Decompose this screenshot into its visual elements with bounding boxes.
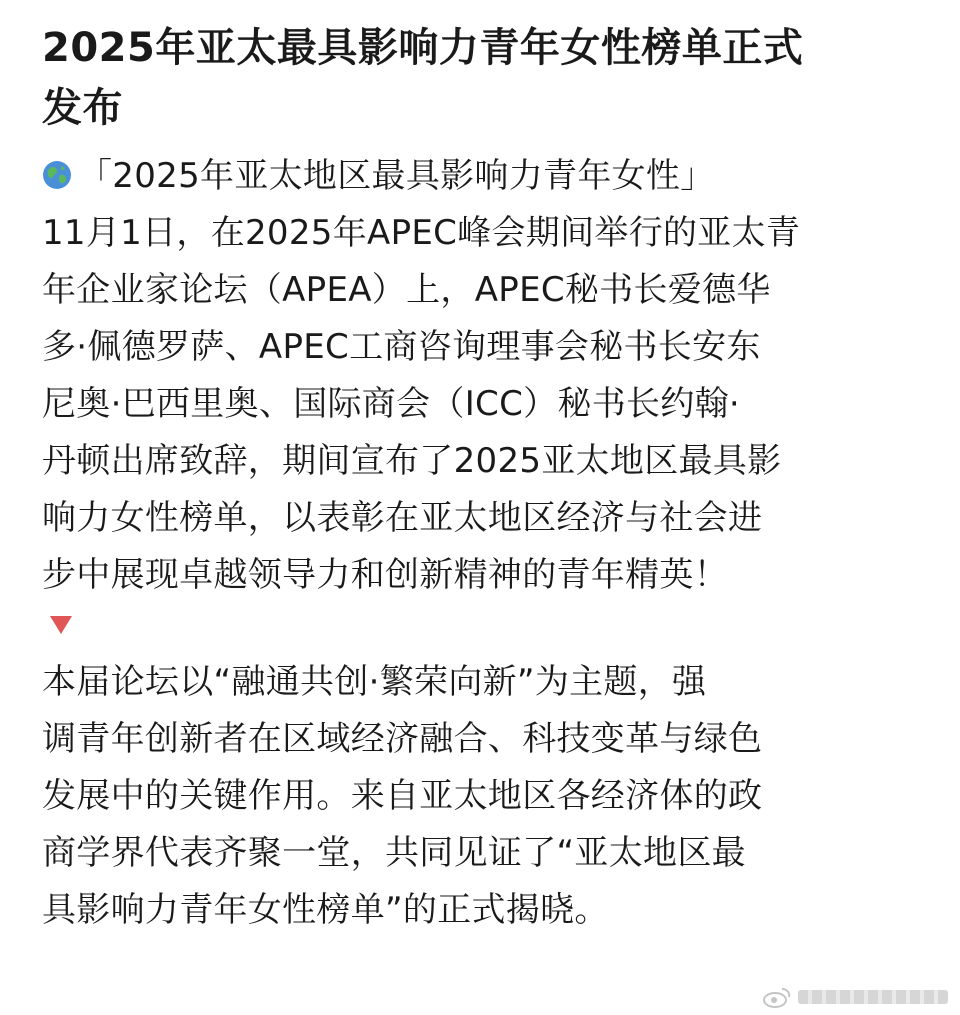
paragraph-line: 调青年创新者在区域经济融合、科技变革与绿色 [42, 719, 763, 759]
weibo-post [42, 18, 922, 939]
paragraph-line: 具影响力青年女性榜单”的正式揭晓。 [42, 890, 609, 930]
paragraph-line: 响力女性榜单，以表彰在亚太地区经济与社会进 [42, 498, 763, 538]
paragraph-intro [42, 148, 922, 604]
title-line: 2025年亚太最具影响力青年女性榜单正式 [42, 25, 804, 71]
paragraph-line-first [42, 148, 922, 205]
paragraph-line: 尼奥·巴西里奥、国际商会（ICC）秘书长约翰· [42, 384, 741, 424]
title-line: 发布 [42, 85, 123, 131]
paragraph-line: 发展中的关键作用。来自亚太地区各经济体的政 [42, 776, 763, 816]
weibo-icon [762, 985, 792, 1009]
paragraph-line: 丹顿出席致辞，期间宣布了2025亚太地区最具影 [42, 441, 782, 481]
paragraph-line: 本届论坛以“融通共创·繁荣向新”为主题，强 [42, 662, 707, 702]
watermark-handle [798, 990, 948, 1004]
paragraph-line: 11月1日，在2025年APEC峰会期间举行的亚太青 [42, 213, 801, 253]
paragraph-line-text: 「2025年亚太地区最具影响力青年女性」 [78, 156, 715, 196]
weibo-watermark [762, 985, 948, 1009]
paragraph-forum [42, 654, 922, 939]
paragraph-line: 商学界代表齐聚一堂，共同见证了“亚太地区最 [42, 833, 746, 873]
paragraph-line: 多·佩德罗萨、APEC工商咨询理事会秘书长安东 [42, 327, 761, 367]
globe-icon [42, 160, 72, 190]
post-title [42, 18, 922, 138]
separator [42, 604, 922, 648]
red-triangle-icon [50, 616, 72, 634]
paragraph-line: 年企业家论坛（APEA）上，APEC秘书长爱德华 [42, 270, 771, 310]
paragraph-line: 步中展现卓越领导力和创新精神的青年精英！ [42, 555, 728, 595]
